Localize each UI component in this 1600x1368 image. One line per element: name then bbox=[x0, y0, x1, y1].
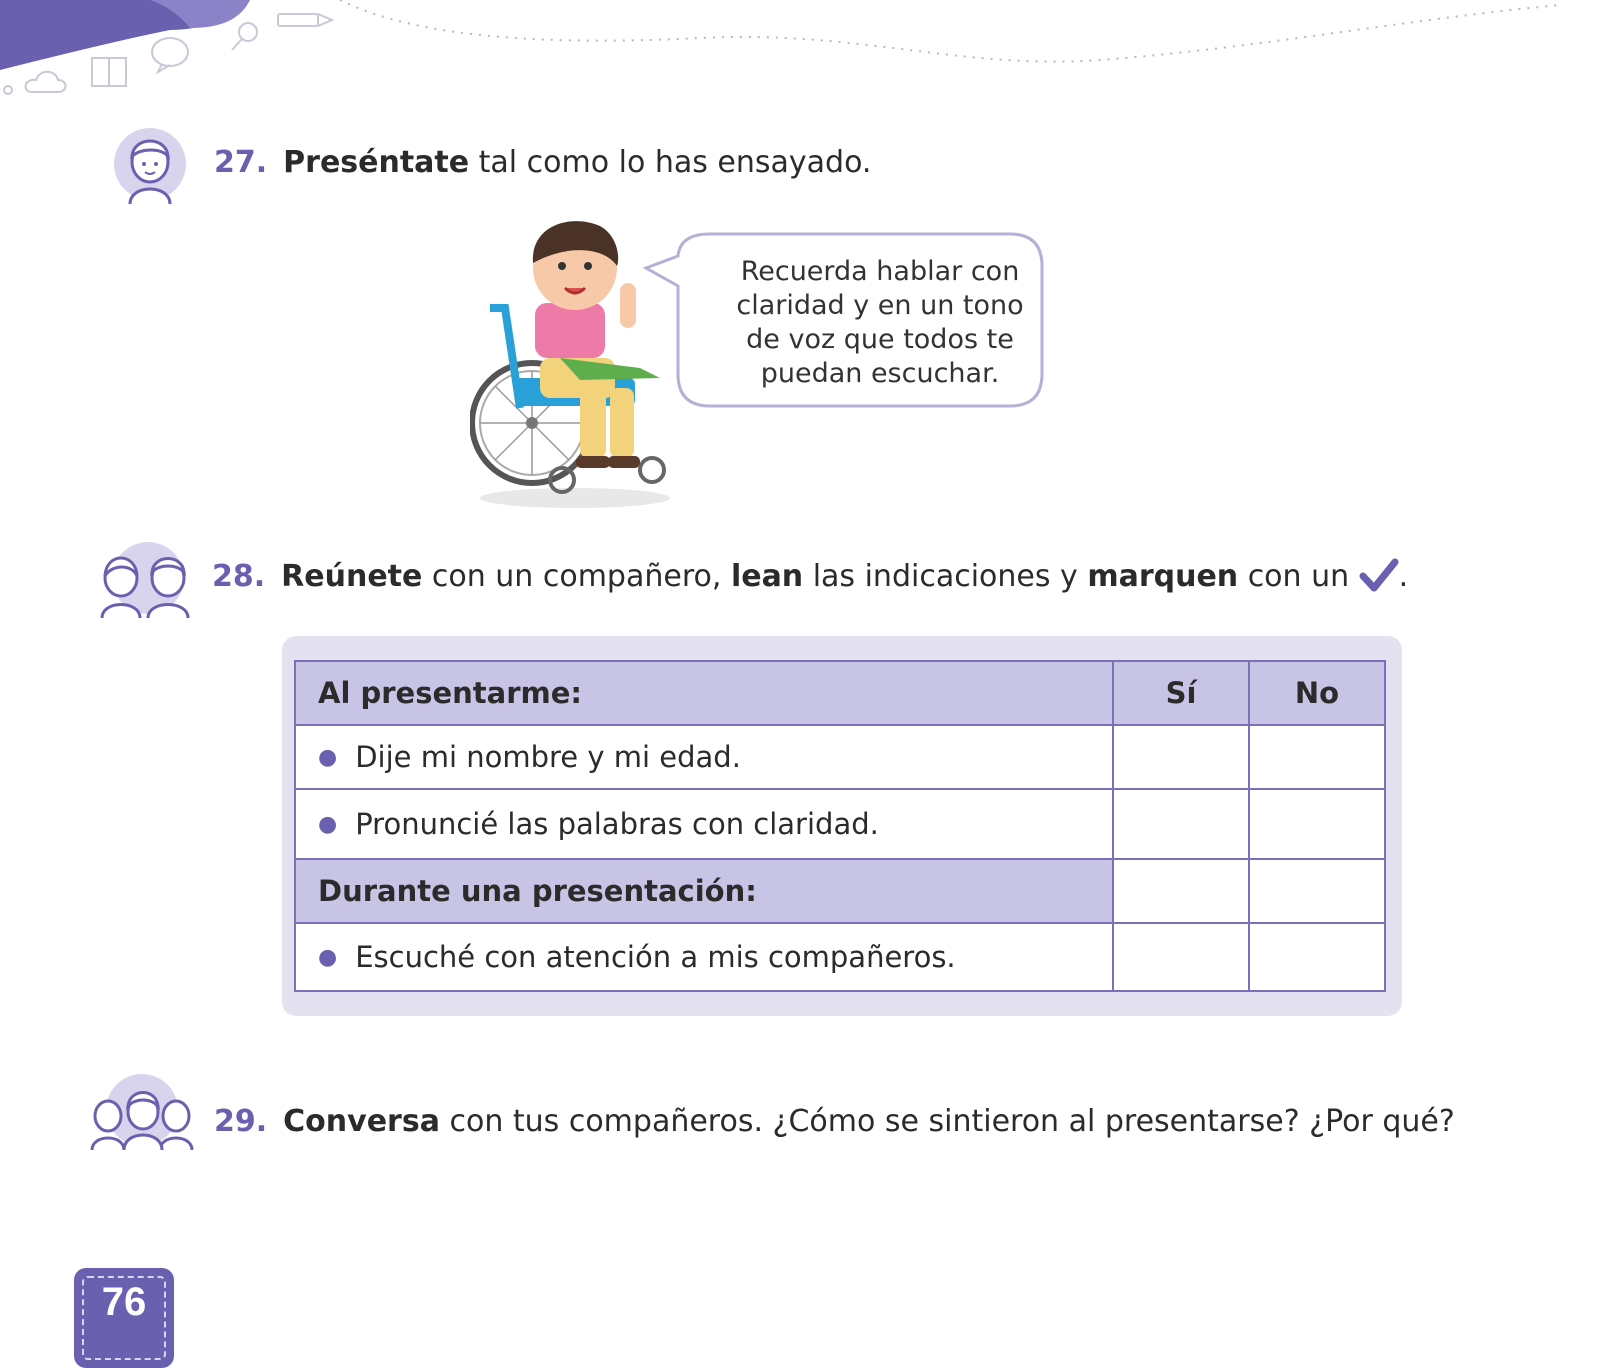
table-row bbox=[295, 923, 1385, 991]
cloud-icon bbox=[4, 72, 66, 94]
activity-text: con un compañero, bbox=[422, 559, 731, 594]
activity-number: 27. bbox=[214, 145, 268, 180]
section-heading: Al presentarme: bbox=[295, 661, 1113, 725]
table-row bbox=[295, 789, 1385, 859]
check-cell-yes[interactable] bbox=[1113, 923, 1249, 991]
bubble-line: puedan escuchar. bbox=[760, 358, 1000, 389]
page-number-badge bbox=[74, 1268, 174, 1368]
activity-28 bbox=[212, 557, 1408, 597]
book-icon bbox=[92, 58, 126, 86]
check-cell-no[interactable] bbox=[1249, 789, 1385, 859]
table-item: ● Dije mi nombre y mi edad. bbox=[295, 725, 1113, 789]
pair-activity-icon bbox=[96, 540, 196, 620]
speech-bubble-text bbox=[700, 255, 1060, 391]
check-cell-no[interactable] bbox=[1249, 923, 1385, 991]
group-activity-icon bbox=[90, 1072, 200, 1152]
top-decoration bbox=[0, 0, 1600, 120]
check-cell-no[interactable] bbox=[1249, 859, 1385, 923]
check-cell-yes[interactable] bbox=[1113, 725, 1249, 789]
dotted-curve bbox=[340, 0, 1560, 62]
bubble-line: claridad y en un tono bbox=[736, 290, 1024, 321]
activity-verb: Preséntate bbox=[283, 145, 470, 180]
bubble-line: de voz que todos te bbox=[746, 324, 1014, 355]
check-cell-yes[interactable] bbox=[1113, 859, 1249, 923]
item-text: Escuché con atención a mis compañeros. bbox=[355, 940, 956, 974]
speech-icon bbox=[152, 38, 188, 72]
magnifier-icon bbox=[232, 23, 257, 50]
activity-verb: Reúnete bbox=[281, 559, 423, 594]
table-row bbox=[295, 725, 1385, 789]
activity-text: con tus compañeros. ¿Cómo se sintieron al presentarse? ¿Por qué? bbox=[439, 1104, 1455, 1139]
individual-activity-icon bbox=[112, 126, 192, 206]
item-text: Dije mi nombre y mi edad. bbox=[355, 740, 741, 774]
column-header-yes: Sí bbox=[1113, 661, 1249, 725]
bubble-line: Recuerda hablar con bbox=[740, 256, 1020, 287]
activity-verb: lean bbox=[730, 559, 804, 594]
activity-verb: marquen bbox=[1087, 559, 1239, 594]
activity-number: 29. bbox=[214, 1104, 268, 1139]
table-item: ● Pronuncié las palabras con claridad. bbox=[295, 789, 1113, 859]
activity-number: 28. bbox=[212, 559, 266, 594]
section-heading: Durante una presentación: bbox=[295, 859, 1113, 923]
table-header-row bbox=[295, 661, 1385, 725]
activity-verb: Conversa bbox=[283, 1104, 440, 1139]
check-cell-yes[interactable] bbox=[1113, 789, 1249, 859]
table-row bbox=[295, 859, 1385, 923]
activity-text: . bbox=[1398, 559, 1409, 594]
checklist-table bbox=[294, 660, 1386, 992]
pencil-icon bbox=[278, 14, 332, 26]
check-cell-no[interactable] bbox=[1249, 725, 1385, 789]
page-number: 76 bbox=[101, 1280, 147, 1324]
checkmark-icon bbox=[1359, 558, 1399, 594]
activity-27 bbox=[214, 143, 871, 183]
activity-text: las indicaciones y bbox=[803, 559, 1088, 594]
activity-text: tal como lo has ensayado. bbox=[469, 145, 872, 180]
activity-29 bbox=[214, 1102, 1455, 1142]
table-item: ● Escuché con atención a mis compañeros. bbox=[295, 923, 1113, 991]
column-header-no: No bbox=[1249, 661, 1385, 725]
item-text: Pronuncié las palabras con claridad. bbox=[355, 807, 879, 841]
activity-text: con un bbox=[1238, 559, 1359, 594]
